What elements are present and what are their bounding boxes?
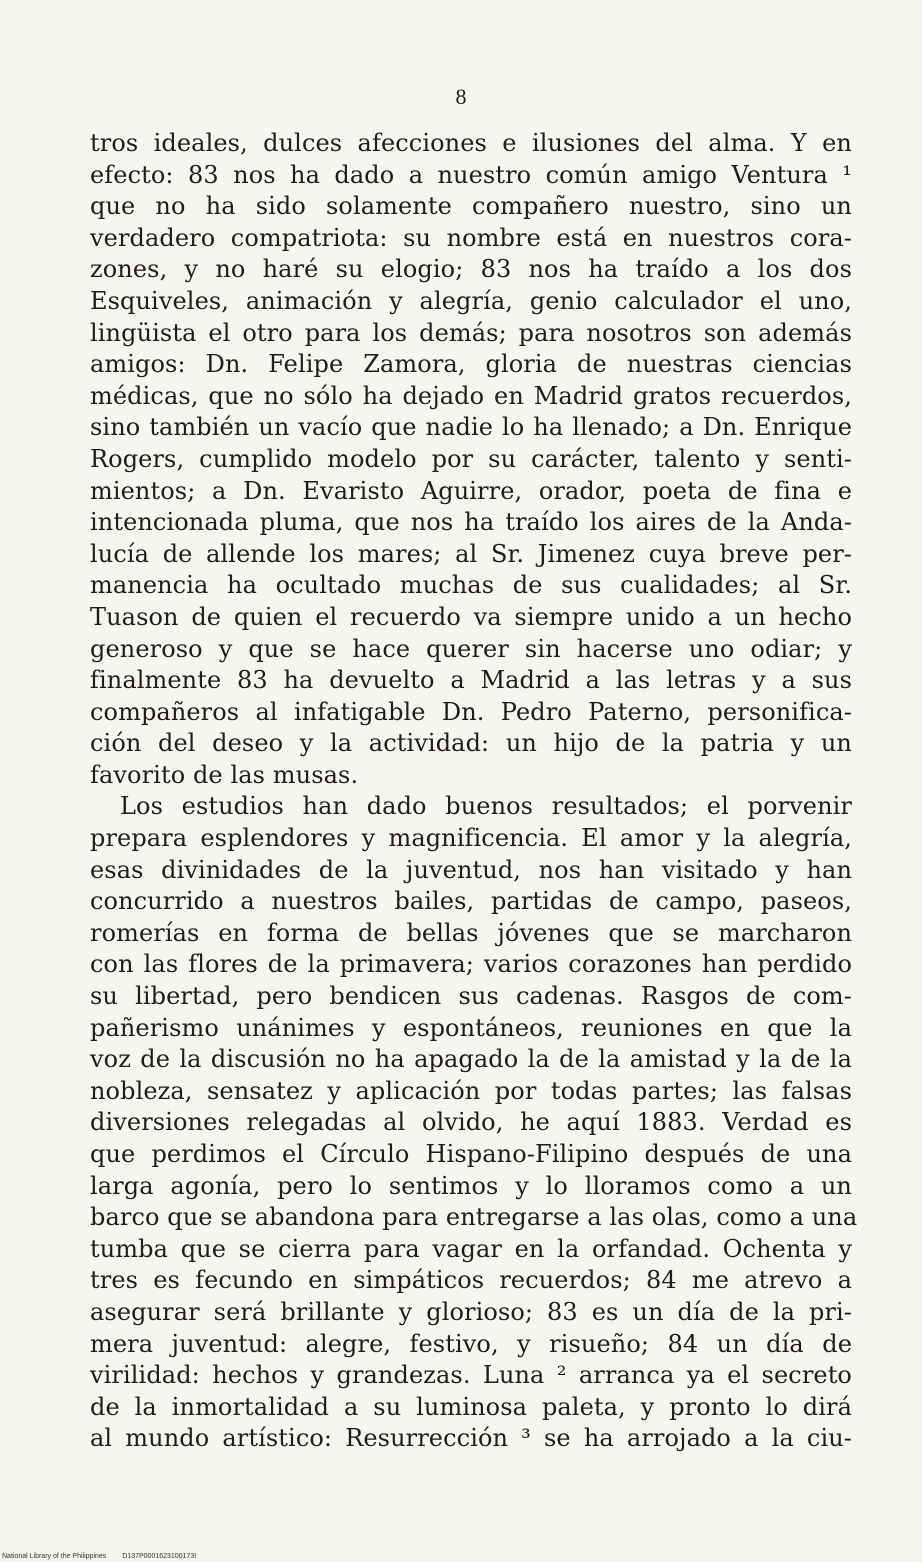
paragraph-2 xyxy=(90,791,858,1454)
text-line: esas divinidades de la juventud, nos han visitado y han xyxy=(90,855,852,884)
text-line: médicas, que no sólo ha dejado en Madrid gratos recuerdos, xyxy=(90,381,852,410)
text-line: voz de la discusión no ha apagado la de la amistad y la de la xyxy=(90,1045,852,1074)
text-line: con las flores de la primavera; varios corazones han perdido xyxy=(90,950,852,979)
text-line: que perdimos el Círculo Hispano-Filipino después de una xyxy=(90,1140,852,1168)
text-line: Rogers, cumplido modelo por su carácter, talento y senti- xyxy=(90,444,852,473)
scan-code: D137P0001623100173I xyxy=(122,1553,197,1560)
text-line: su libertad, pero bendicen sus cadenas. Rasgos de com- xyxy=(90,982,852,1011)
text-line: pañerismo unánimes y espontáneos, reuniones en que la xyxy=(90,1013,852,1042)
text-line: que no ha sido solamente compañero nuestro, sino un xyxy=(90,192,852,221)
text-line: lingüista el otro para los demás; para nosotros son además xyxy=(90,318,852,347)
text-line: tros ideales, dulces afecciones e ilusiones del alma. Y en xyxy=(90,129,852,157)
text-line: virilidad: hechos y grandezas. Luna ² arranca ya el secreto xyxy=(90,1361,852,1390)
text-line: de la inmortalidad a su luminosa paleta, y pronto lo dirá xyxy=(90,1392,852,1421)
text-line: tumba que se cierra para vagar en la orfandad. Ochenta y xyxy=(90,1234,852,1263)
text-line: prepara esplendores y magnificencia. El amor y la alegría, xyxy=(90,824,852,853)
text-line: sino también un vacío que nadie lo ha llenado; a Dn. Enrique xyxy=(90,413,852,442)
text-line: Tuason de quien el recuerdo va siempre unido a un hecho xyxy=(90,602,852,631)
text-line: intencionada pluma, que nos ha traído los aires de la Anda- xyxy=(90,508,852,537)
paragraph-1 xyxy=(90,128,852,791)
text-line: verdadero compatriota: su nombre está en nuestros cora- xyxy=(90,223,852,252)
text-line: asegurar será brillante y glorioso; 83 es un día de la pri- xyxy=(90,1297,852,1326)
page-number: 8 xyxy=(455,84,467,109)
body-text xyxy=(90,128,858,1455)
text-line: larga agonía, pero lo sentimos y lo lloramos como a un xyxy=(90,1171,852,1200)
text-line: mera juventud: alegre, festivo, y risueño; 84 un día de xyxy=(90,1329,852,1358)
text-line: mientos; a Dn. Evaristo Aguirre, orador, poeta de fina e xyxy=(90,476,852,505)
text-line: nobleza, sensatez y aplicación por todas partes; las falsas xyxy=(90,1076,852,1105)
text-line: tres es fecundo en simpáticos recuerdos; 84 me atrevo a xyxy=(90,1266,852,1295)
text-line: manencia ha ocultado muchas de sus cualidades; al Sr. xyxy=(90,571,852,600)
text-line: diversiones relegadas al olvido, he aquí 1883. Verdad es xyxy=(90,1108,852,1137)
text-line: lucía de allende los mares; al Sr. Jimenez cuya breve per- xyxy=(90,539,852,568)
text-line: barco que se abandona para entregarse a las olas, como a una xyxy=(90,1203,858,1232)
text-line: favorito de las musas. xyxy=(90,760,359,789)
text-line: romerías en forma de bellas jóvenes que se marcharon xyxy=(90,918,852,947)
text-line: Los estudios han dado buenos resultados; el porvenir xyxy=(120,792,852,821)
text-line: finalmente 83 ha devuelto a Madrid a las letras y a sus xyxy=(90,666,852,695)
text-line: compañeros al infatigable Dn. Pedro Paterno, personifica- xyxy=(90,697,852,726)
library-credit: National Library of the Philippines xyxy=(2,1553,107,1560)
text-line: amigos: Dn. Felipe Zamora, gloria de nuestras ciencias xyxy=(90,350,852,379)
text-line: ción del deseo y la actividad: un hijo de la patria y un xyxy=(90,729,852,758)
text-line: zones, y no haré su elogio; 83 nos ha traído a los dos xyxy=(90,255,852,284)
text-line: concurrido a nuestros bailes, partidas de campo, paseos, xyxy=(90,887,852,916)
text-line: efecto: 83 nos ha dado a nuestro común amigo Ventura ¹ xyxy=(90,160,852,189)
scan-footer xyxy=(2,1553,210,1560)
text-line: Esquiveles, animación y alegría, genio calculador el uno, xyxy=(90,286,852,315)
text-line: al mundo artístico: Resurrección ³ se ha arrojado a la ciu- xyxy=(90,1424,852,1453)
text-line: generoso y que se hace querer sin hacerse uno odiar; y xyxy=(90,634,852,663)
